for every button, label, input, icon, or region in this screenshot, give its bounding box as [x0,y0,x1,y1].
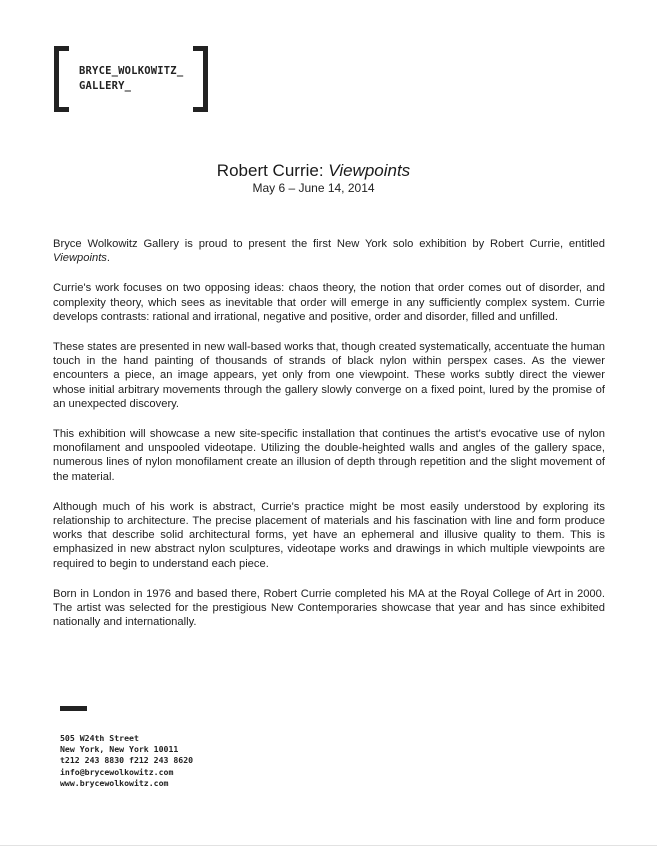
paragraph-2: Currie's work focuses on two opposing ideas: chaos theory, the notion that order comes out of disorder, and complexity theory, which sees as inevitable that order will emerge in any sufficiently complex system. Currie develops contrasts: rational and irrational, negative and positive, order and disorder, filled and unfilled. [53,282,605,323]
page-edge [0,845,657,846]
paragraph-3: These states are presented in new wall-based works that, though created systematically, accentuate the human touch in the hand painting of thousands of strands of black nylon within perspex cases. As the viewer encounters a piece, an image appears, yet only from one viewpoint. These works subtly direct the viewer whose initial arbitrary movements through the gallery slowly converge on a fixed point, lured by the promise of an unexpected discovery. [53,341,606,410]
exhibition-dates: May 6 – June 14, 2014 [252,181,375,195]
title-artist: Robert Currie: [216,161,329,180]
address-city: New York, New York 10011 [60,744,179,755]
address-street: 505 W24th Street [60,733,139,743]
address-phone: t212 243 8830 f212 243 8620 [60,755,194,766]
address-website[interactable]: www.brycewolkowitz.com [60,777,169,788]
title-block [0,161,627,196]
paragraph-5: Although much of his work is abstract, Currie's practice might be most easily understood by exploring its relationship to architecture. The precise placement of materials and his fascination with line and form produce works that describe solid architectural forms, yet have an ephemeral and illusive quality to them. This is emphasized in new abstract nylon sculptures, videotape works and drawings in which multiple viewpoints are required to begin to understand each piece. [53,500,605,570]
logo-right-bracket [193,46,208,112]
logo-line-1: BRYCE_WOLKOWITZ_ [79,65,184,77]
address-email[interactable]: info@brycewolkowitz.com [60,766,174,777]
exhibition-title [0,161,627,181]
paragraph-1-end: . [106,252,111,265]
footer-divider [60,706,87,711]
logo-line-2: GALLERY_ [79,80,132,92]
title-show-name: Viewpoints [328,161,411,180]
paragraph-1 [53,237,605,265]
press-release-body [53,237,605,645]
paragraph-4: This exhibition will showcase a new site-specific installation that continues the artist's evocative use of nylon monofilament and unspooled videotape. Utilizing the double-heighted walls and angles of the gallery space, numerous lines of nylon monofilament create an illusion of depth through repetition and the slight movement of the material. [53,428,605,483]
paragraph-6: Born in London in 1976 and based there, Robert Currie completed his MA at the Royal College of Art in 2000. The artist was selected for the prestigious New Contemporaries showcase that year and has since exhibited nationally and internationally. [53,587,605,629]
paragraph-1-text: Bryce Wolkowitz Gallery is proud to present the first New York solo exhibition by Robert Currie, entitled [53,238,605,250]
logo-text [79,64,183,94]
paragraph-1-italic: Viewpoints [53,252,107,265]
logo-left-bracket [54,46,69,112]
gallery-logo [54,46,208,108]
gallery-address [60,733,193,789]
